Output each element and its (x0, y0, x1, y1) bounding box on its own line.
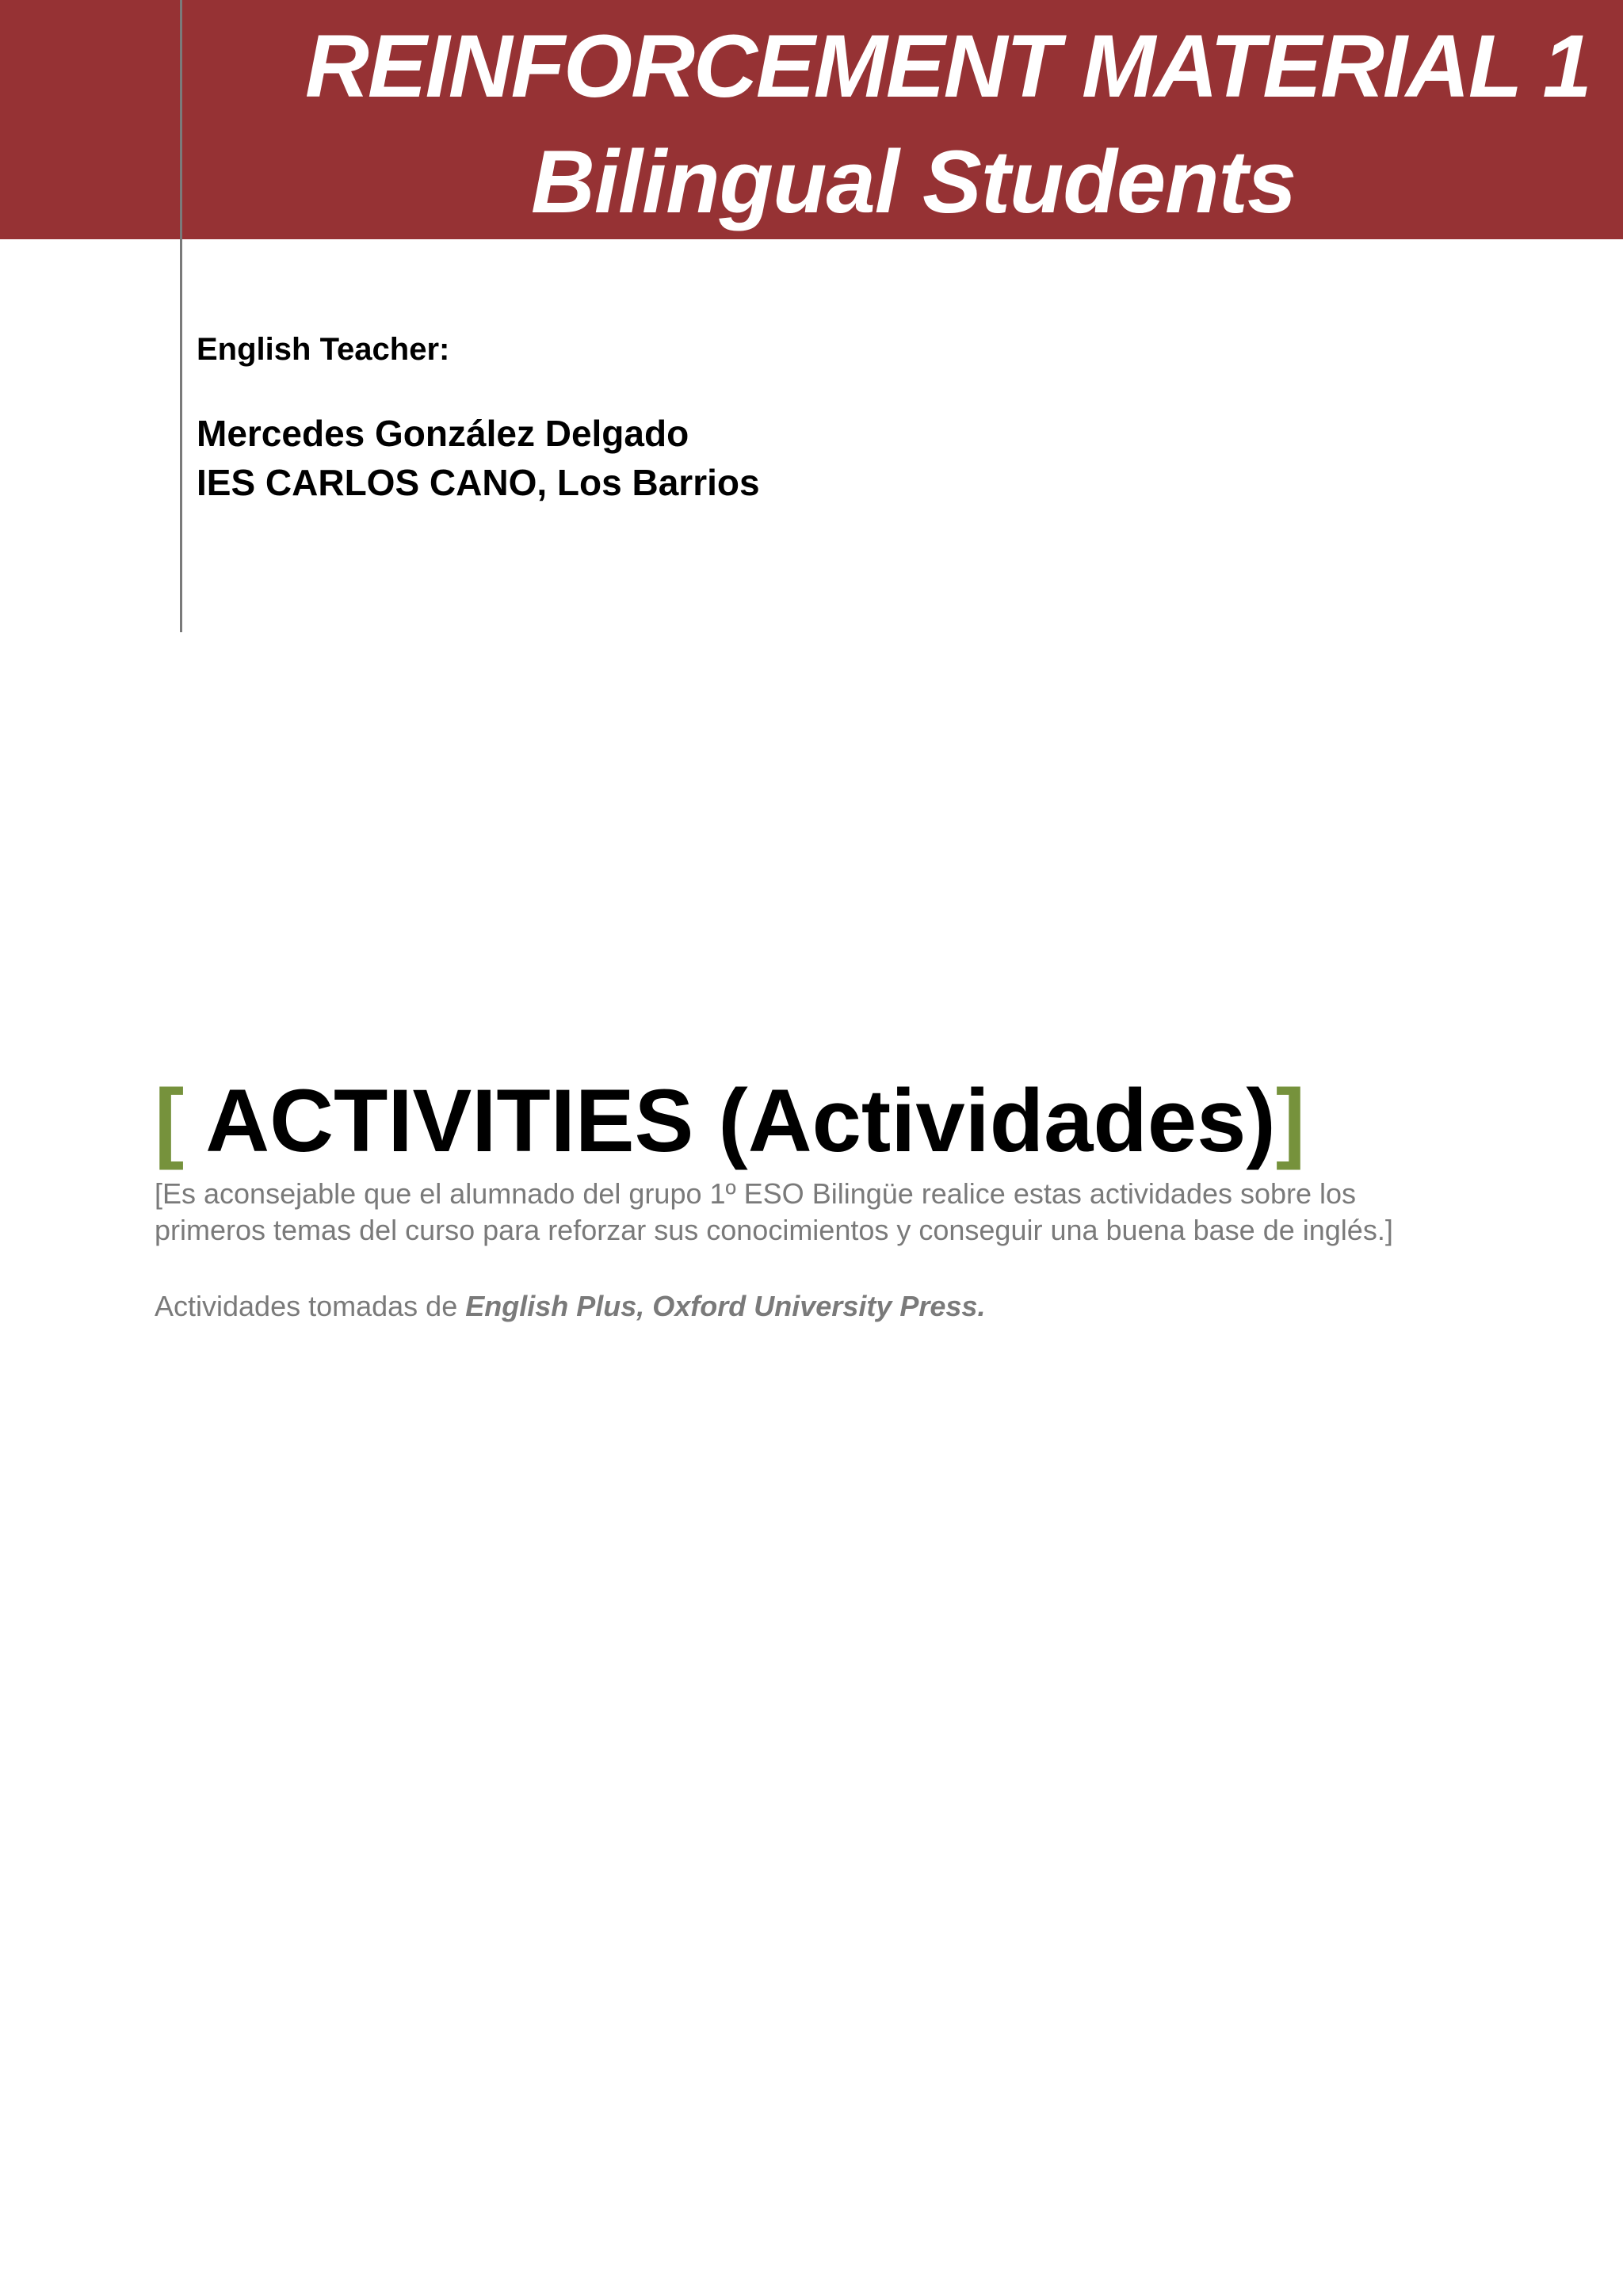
activities-heading-text: ACTIVITIES (Actividades) (184, 1071, 1276, 1170)
source-book: English Plus, Oxford University Press. (465, 1290, 986, 1322)
close-bracket: ] (1275, 1071, 1306, 1170)
source-prefix: Actividades tomadas de (155, 1290, 466, 1322)
document-subtitle: Bilingual Students (531, 132, 1296, 231)
teacher-school: IES CARLOS CANO, Los Barrios (197, 462, 760, 503)
teacher-label: English Teacher: (197, 332, 450, 367)
activities-source (155, 1288, 985, 1325)
vertical-rule (180, 0, 182, 632)
document-title: REINFORCEMENT MATERIAL 1 (305, 17, 1591, 116)
open-bracket: [ (155, 1071, 185, 1170)
activities-intro: [Es aconsejable que el alumnado del grupo 1º ESO Bilingüe realice estas actividades sobre los primeros temas del curso para reforzar sus conocimientos y conseguir una buena base de inglés.] (155, 1177, 1393, 1246)
title-banner (0, 0, 1623, 239)
teacher-name: Mercedes González Delgado (197, 413, 689, 454)
activities-heading (155, 1062, 1305, 1180)
